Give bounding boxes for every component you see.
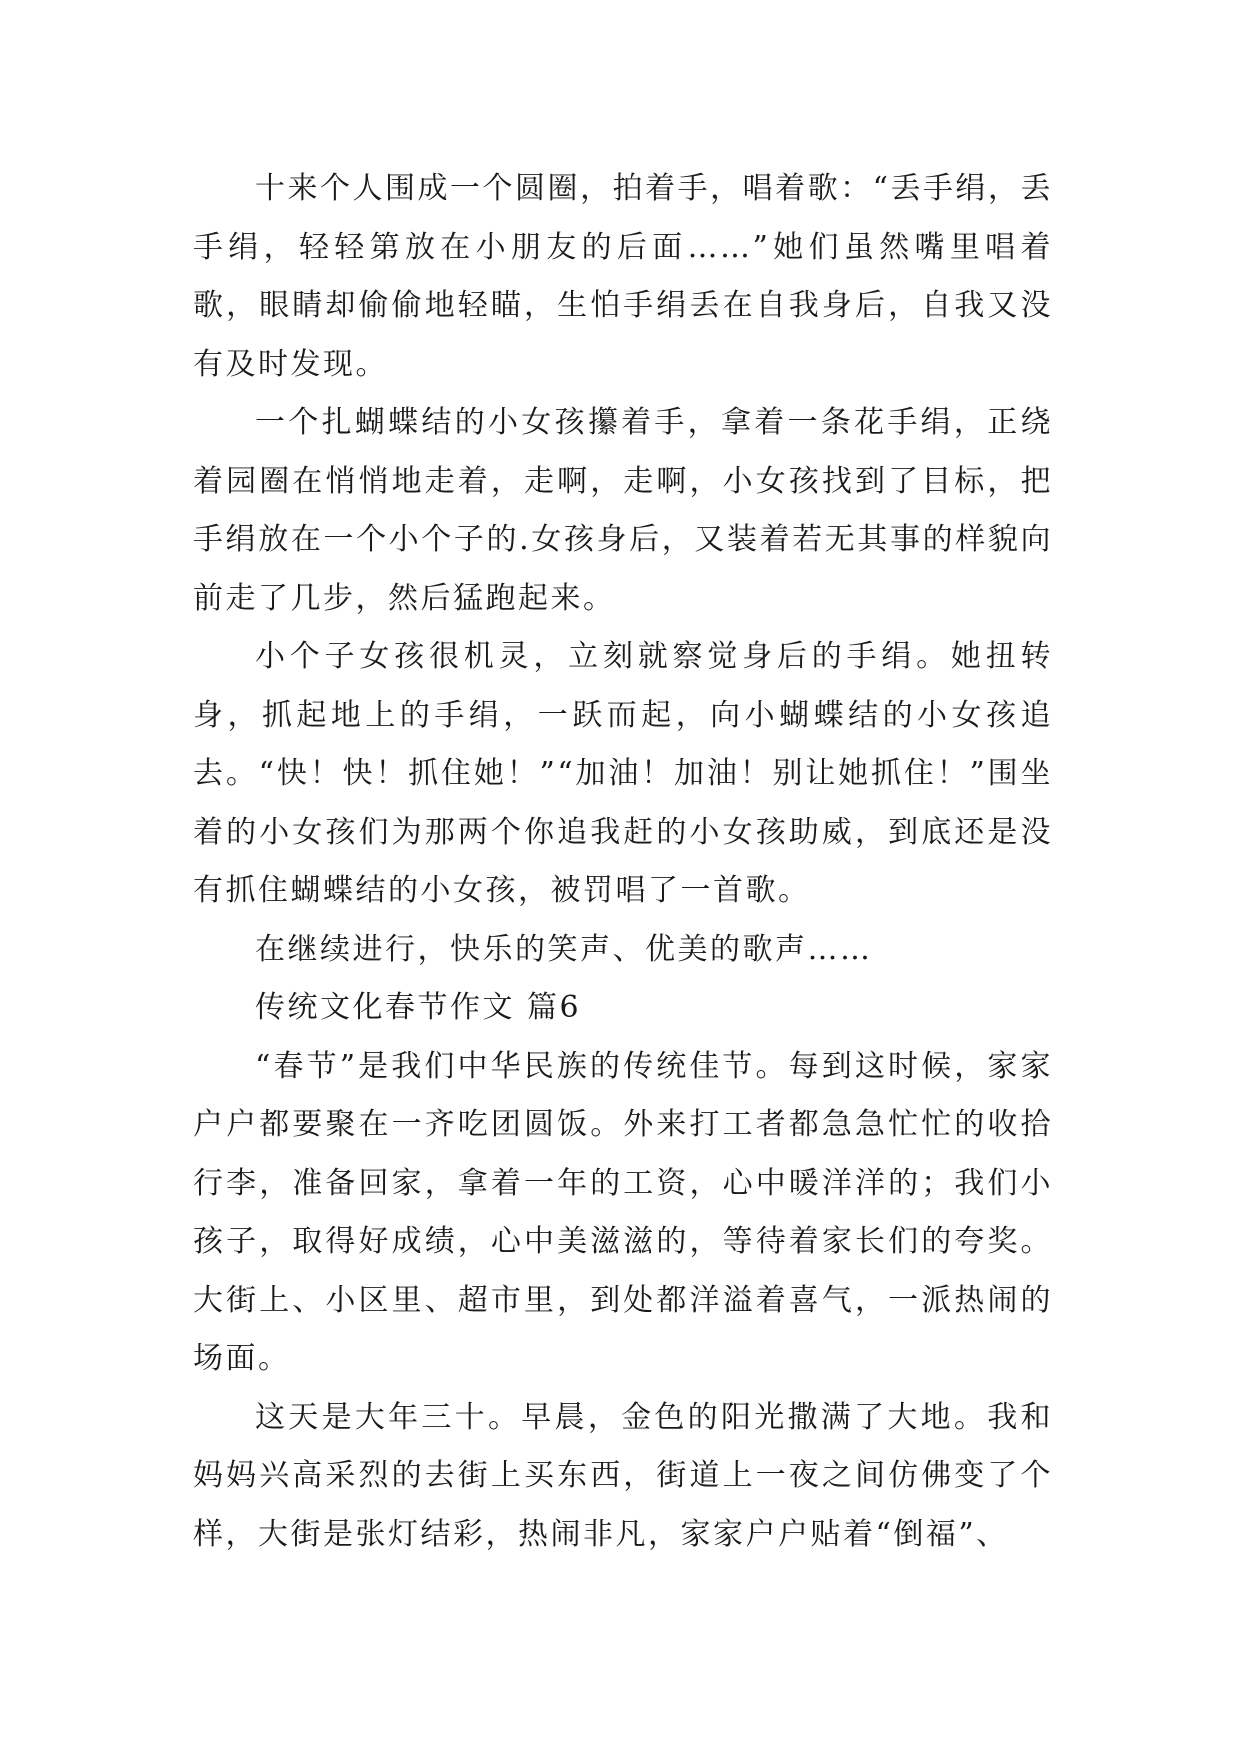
paragraph: 一个扎蝴蝶结的小女孩攥着手，拿着一条花手绢，正绕着园圈在悄悄地走着，走啊，走啊，小女孩找到了目标，把手绢放在一个小个子的.女孩身后，又装着若无其事的样貌向前走了几步，然后猛跑起来。 (193, 405, 1053, 616)
section-heading: 传统文化春节作文 篇6 (255, 990, 582, 1025)
document-body (193, 160, 1053, 1564)
paragraph: 这天是大年三十。早晨，金色的阳光撒满了大地。我和妈妈兴高采烈的去街上买东西，街道上一夜之间仿佛变了个样，大街是张灯结彩，热闹非凡，家家户户贴着“倒福”、 (193, 1399, 1053, 1552)
paragraph: “春节”是我们中华民族的传统佳节。每到这时候，家家户户都要聚在一齐吃团圆饭。外来打工者都急急忙忙的收拾行李，准备回家，拿着一年的工资，心中暖洋洋的；我们小孩子，取得好成绩，心中美滋滋的，等待着家长们的夸奖。大街上、小区里、超市里，到处都洋溢着喜气，一派热闹的场面。 (193, 1048, 1053, 1376)
paragraph: 十来个人围成一个圆圈，拍着手，唱着歌：“丢手绢，丢手绢，轻轻第放在小朋友的后面……”她们虽然嘴里唱着歌，眼睛却偷偷地轻瞄，生怕手绢丢在自我身后，自我又没有及时发现。 (193, 171, 1053, 382)
paragraph: 小个子女孩很机灵，立刻就察觉身后的手绢。她扭转身，抓起地上的手绢，一跃而起，向小蝴蝶结的小女孩追去。“快！快！抓住她！”“加油！加油！别让她抓住！”围坐着的小女孩们为那两个你追我赶的小女孩助威，到底还是没有抓住蝴蝶结的小女孩，被罚唱了一首歌。 (193, 639, 1053, 908)
paragraph: 在继续进行，快乐的笑声、优美的歌声…… (255, 931, 873, 967)
